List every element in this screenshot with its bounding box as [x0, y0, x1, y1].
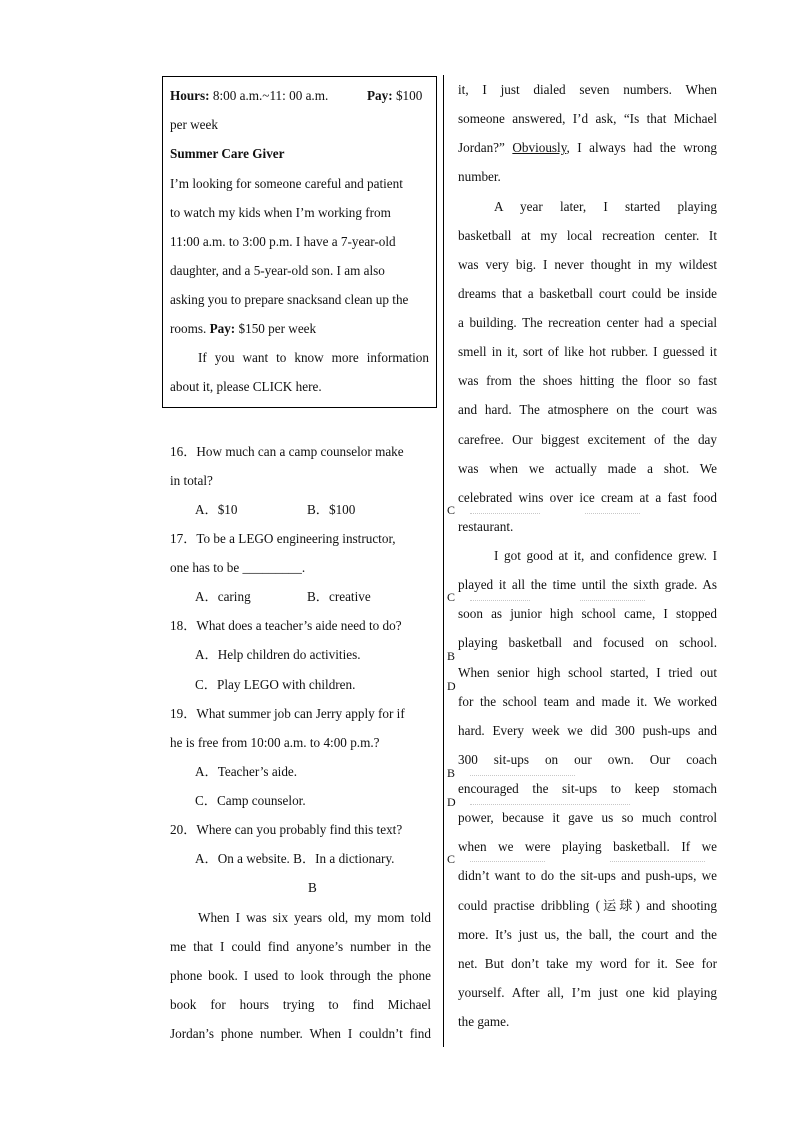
- faint-mark: [585, 513, 640, 515]
- faint-mark: [610, 861, 705, 863]
- passage-line: dreams that a basketball court could be inside: [458, 286, 717, 301]
- question-19: 19．What summer job can Jerry apply for if: [170, 706, 405, 721]
- passage-line: carefree. Our biggest excitement of the day: [458, 432, 717, 447]
- option-a: A．Help children do activities.: [195, 647, 361, 662]
- option-a: A．Teacher’s aide.: [195, 764, 298, 779]
- passage-line: celebrated wins over ice cream at a fast food: [458, 490, 717, 505]
- passage-line: 300 sit-ups on our own. Our coach: [458, 752, 717, 767]
- passage-line: book for hours trying to find Michael: [170, 997, 431, 1012]
- pay-label: Pay:: [367, 88, 393, 103]
- passage-line: When senior high school started, I tried out: [458, 665, 717, 680]
- passage-line: for the school team and made it. We worked: [458, 694, 717, 709]
- answer-mark: C: [447, 503, 456, 517]
- passage-line: when we were playing basketball. If we: [458, 839, 717, 854]
- passage-line: didn’t want to do the sit-ups and push-ups, we: [458, 868, 717, 883]
- ad-body-line: asking you to prepare snacksand clean up the: [170, 292, 409, 307]
- ad-body-line: 11:00 a.m. to 3:00 p.m. I have a 7-year-old: [170, 234, 396, 249]
- passage-line: a building. The recreation center had a special: [458, 315, 717, 330]
- ad-info-line: about it, please CLICK here.: [170, 379, 322, 394]
- option-a: A．$10: [195, 502, 238, 517]
- question-17-cont: one has to be _________.: [170, 560, 306, 575]
- answer-mark: C: [447, 852, 456, 866]
- pay-value: $150 per week: [238, 321, 317, 336]
- answer-mark: D: [447, 795, 456, 809]
- passage-line: yourself. After all, I’m just one kid playing: [458, 985, 717, 1000]
- passage-line: hard. Every week we did 300 push-ups and: [458, 723, 717, 738]
- option-a: A．caring: [195, 589, 251, 604]
- passage-line: Jordan’s phone number. When I couldn’t find: [170, 1026, 431, 1041]
- ad-body-line: I’m looking for someone careful and patient: [170, 176, 403, 191]
- pay-line: [367, 87, 422, 105]
- passage-line: played it all the time until the sixth grade. As: [458, 577, 717, 592]
- faint-mark: [470, 775, 575, 777]
- answer-mark: D: [447, 679, 456, 693]
- passage-line: phone book. I used to look through the phone: [170, 968, 431, 983]
- passage-line-obviously: [458, 139, 717, 157]
- passage-line: I got good at it, and confidence grew. I: [494, 548, 717, 563]
- section-b-heading: B: [308, 880, 317, 895]
- ad-body-last-line: [170, 320, 316, 338]
- answer-mark: C: [447, 590, 456, 604]
- passage-line: soon as junior high school came, I stopped: [458, 606, 717, 621]
- question-19-cont: he is free from 10:00 a.m. to 4:00 p.m.?: [170, 735, 380, 750]
- passage-line: was from the shoes hitting the floor so fast: [458, 373, 717, 388]
- option-b: B．creative: [307, 589, 371, 604]
- hours-value: 8:00 a.m.~11: 00 a.m.: [212, 88, 329, 103]
- passage-line: When I was six years old, my mom told: [198, 910, 431, 925]
- passage-text: Jordan?”: [458, 140, 505, 155]
- passage-line: someone answered, I’d ask, “Is that Michael: [458, 111, 717, 126]
- passage-line: me that I could find anyone’s number in the: [170, 939, 431, 954]
- passage-line: A year later, I started playing: [494, 199, 717, 214]
- passage-line: basketball at my local recreation center. It: [458, 228, 717, 243]
- ad-body-line: to watch my kids when I’m working from: [170, 205, 391, 220]
- passage-line: power, because it gave us so much control: [458, 810, 717, 825]
- passage-text: , I always had the wrong: [566, 140, 718, 155]
- answer-mark: B: [447, 766, 456, 780]
- passage-line: the game.: [458, 1014, 510, 1029]
- passage-line: restaurant.: [458, 519, 514, 534]
- options-a-b: A．On a website. B．In a dictionary.: [195, 851, 395, 866]
- pay-label: Pay:: [209, 321, 236, 336]
- ad-text: rooms.: [170, 321, 207, 336]
- ad-body-line: daughter, and a 5-year-old son. I am also: [170, 263, 385, 278]
- passage-line: was very big. I never thought in my wildest: [458, 257, 717, 272]
- faint-mark: [580, 600, 645, 602]
- passage-line: net. But don’t take my word for it. See for: [458, 956, 717, 971]
- passage-line: smell in it, sort of like hot rubber. I guessed it: [458, 344, 717, 359]
- question-16-cont: in total?: [170, 473, 213, 488]
- passage-line: and hard. The atmosphere on the court was: [458, 402, 717, 417]
- question-16: 16．How much can a camp counselor make: [170, 444, 404, 459]
- passage-line: could practise dribbling (运球) and shooting: [458, 898, 717, 913]
- faint-mark: [470, 804, 630, 806]
- hours-label: Hours:: [170, 88, 210, 103]
- question-18: 18．What does a teacher’s aide need to do?: [170, 618, 402, 633]
- option-c: C．Play LEGO with children.: [195, 677, 356, 692]
- question-17: 17．To be a LEGO engineering instructor,: [170, 531, 396, 546]
- hours-line: [170, 87, 328, 105]
- underlined-word: Obviously: [512, 140, 567, 155]
- ad-info-line: If you want to know more information: [198, 350, 429, 365]
- answer-mark: B: [447, 649, 456, 663]
- pay-value: $100: [395, 88, 423, 103]
- pay-unit: per week: [170, 117, 218, 132]
- faint-mark: [470, 600, 530, 602]
- faint-mark: [470, 861, 545, 863]
- passage-line: it, I just dialed seven numbers. When: [458, 82, 717, 97]
- question-20: 20．Where can you probably find this text?: [170, 822, 403, 837]
- column-divider: [443, 75, 444, 1047]
- faint-mark: [470, 513, 540, 515]
- option-c: C．Camp counselor.: [195, 793, 306, 808]
- passage-line: more. It’s just us, the ball, the court and the: [458, 927, 717, 942]
- passage-line: playing basketball and focused on school.: [458, 635, 717, 650]
- passage-line: encouraged the sit-ups to keep stomach: [458, 781, 717, 796]
- option-b: B．$100: [307, 502, 356, 517]
- passage-line: number.: [458, 169, 501, 184]
- job-title: Summer Care Giver: [170, 146, 285, 161]
- passage-line: was when we actually made a shot. We: [458, 461, 717, 476]
